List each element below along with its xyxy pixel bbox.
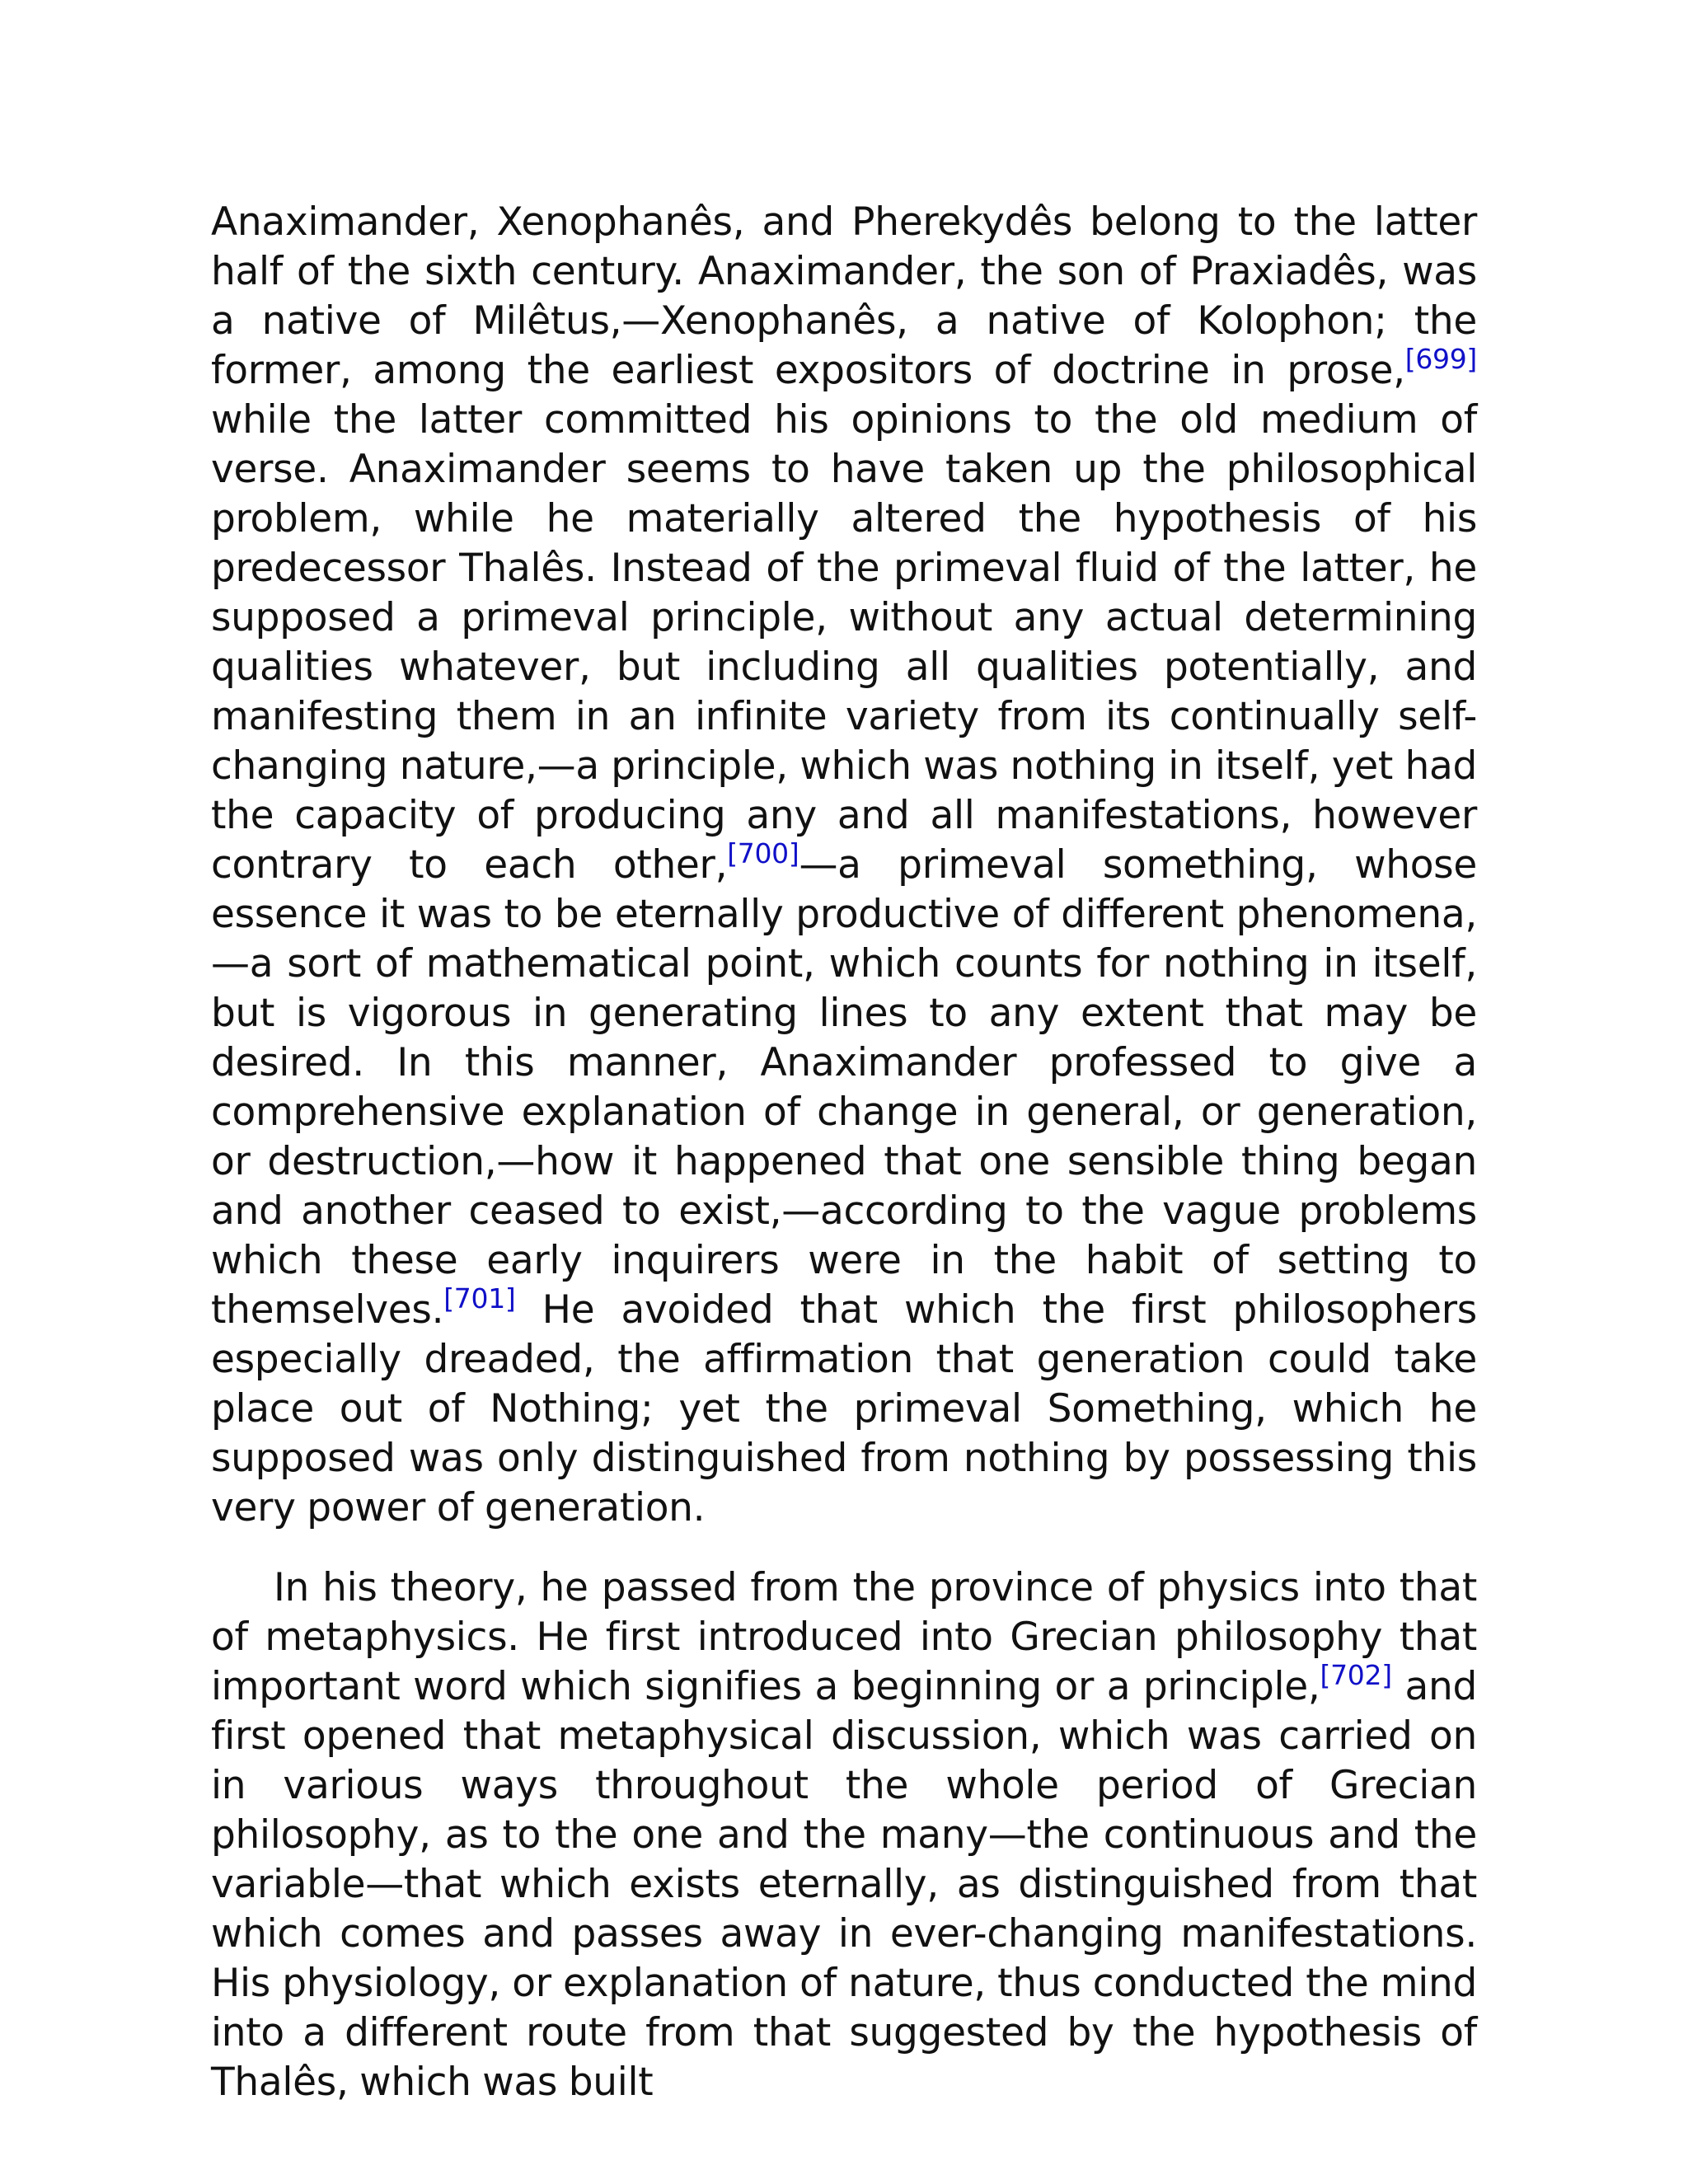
footnote-link-700[interactable]: [700] <box>727 837 799 869</box>
paragraph-1 <box>211 198 1477 1533</box>
paragraph-1-text-3: —a primeval something, whose essence it was to be eternally productive of different phenomena,—a sort of mathematical point, which counts for nothing in itself, but is vigorous in generating lines to any extent that may be desired. In this manner, Anaximander professed to give a comprehensive explanation of change in general, or generation, or destruction,—how it happened that one sensible thing began and another ceased to exist,—according to the vague problems which these early inquirers were in the habit of setting to themselves. <box>211 842 1477 1333</box>
page-body <box>211 198 1477 2107</box>
paragraph-1-text-4: He avoided that which the first philosophers especially dreaded, the affirmation that generation could take place out of Nothing; yet the primeval Something, which he supposed was only distinguished from nothing by possessing this very power of generation. <box>211 1287 1477 1530</box>
paragraph-2-text-2: and first opened that metaphysical discussion, which was carried on in various ways throughout the whole period of Grecian philosophy, as to the one and the many—the continuous and the variable—that which exists eternally, as distinguished from that which comes and passes away in ever-changing manifestations. His physiology, or explanation of nature, thus conducted the mind into a different route from that suggested by the hypothesis of Thalês, which was built <box>211 1664 1477 2105</box>
footnote-link-702[interactable]: [702] <box>1320 1659 1392 1691</box>
footnote-link-701[interactable]: [701] <box>443 1282 516 1315</box>
footnote-link-699[interactable]: [699] <box>1404 343 1477 375</box>
paragraph-1-text-2: while the latter committed his opinions to the old medium of verse. Anaximander seems to have taken up the philosophical problem, while he materially altered the hypothesis of his predecessor Thalês. Instead of the primeval fluid of the latter, he supposed a primeval principle, without any actual determining qualities whatever, but including all qualities potentially, and manifesting them in an infinite variety from its continually self-changing nature,—a principle, which was nothing in itself, yet had the capacity of producing any and all manifestations, however contrary to each other, <box>211 397 1477 888</box>
paragraph-2-text-1: In his theory, he passed from the province of physics into that of metaphysics. He first introduced into Grecian philosophy that important word which signifies a beginning or a principle, <box>211 1565 1477 1709</box>
paragraph-1-text-1: Anaximander, Xenophanês, and Pherekydês belong to the latter half of the sixth century. Anaximander, the son of Praxiadês, was a native of Milêtus,—Xenophanês, a native of Kolophon; the former, among the earliest expositors of doctrine in prose, <box>211 199 1477 393</box>
paragraph-2 <box>211 1563 1477 2107</box>
